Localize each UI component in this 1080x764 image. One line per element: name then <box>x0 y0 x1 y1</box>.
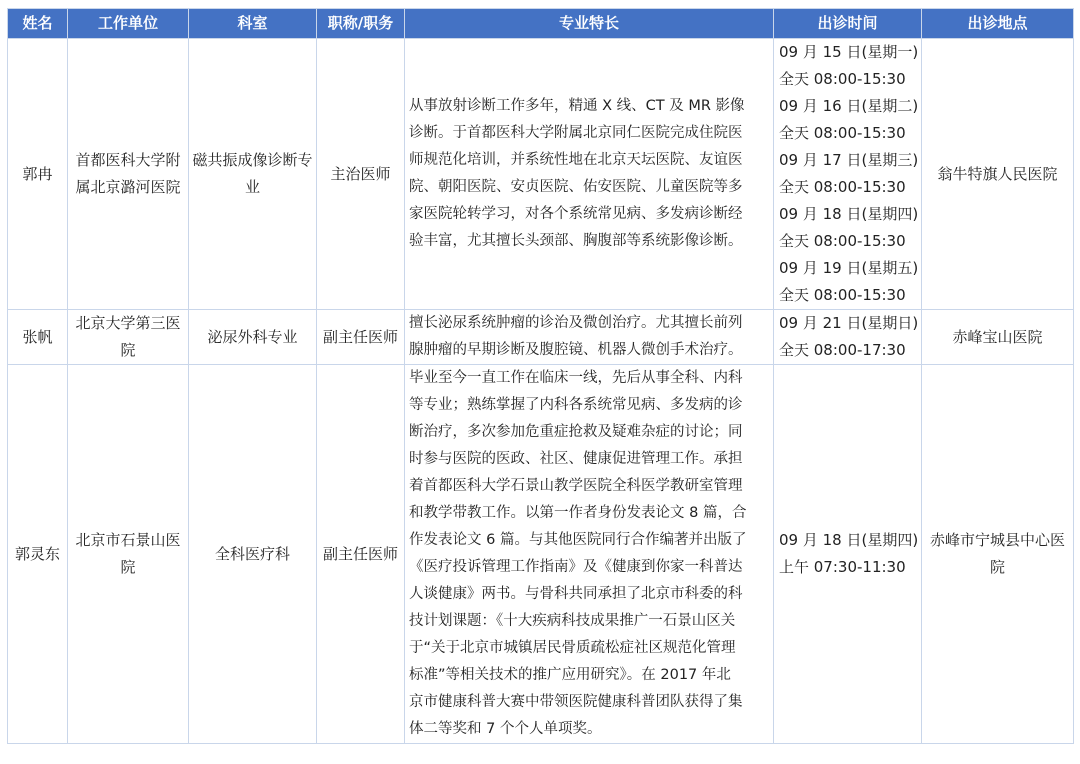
header-place: 出诊地点 <box>922 9 1074 39</box>
header-title: 职称/职务 <box>317 9 405 39</box>
specialty-line: 体二等奖和 7 个个人单项奖。 <box>409 721 602 737</box>
work-unit-cell <box>68 39 189 310</box>
department-line: 磁共振成像诊断专 <box>192 151 313 169</box>
slot-date: 09 月 19 日(星期五) <box>779 259 919 277</box>
header-row <box>8 9 1074 39</box>
specialty-line: 院、朝阳医院、安贞医院、佑安医院、儿童医院等多 <box>409 179 743 195</box>
job-title: 副主任医师 <box>317 365 405 744</box>
specialty-line: 家医院轮转学习，对各个系统常见病、多发病诊断经 <box>409 206 743 222</box>
specialty-cell <box>405 310 774 365</box>
header-unit: 工作单位 <box>68 9 189 39</box>
work-unit-line: 院 <box>120 558 136 576</box>
specialty-line: 验丰富，尤其擅长头颈部、胸腹部等系统影像诊断。 <box>409 233 743 249</box>
specialty-line: 着首都医科大学石景山教学医院全科医学教研室管理 <box>409 478 743 494</box>
work-unit-line: 首都医科大学附 <box>75 151 181 169</box>
department-cell <box>189 39 317 310</box>
clinic-place-line: 赤峰市宁城县中心医 <box>929 531 1065 549</box>
work-unit-cell <box>68 310 189 365</box>
slot-hours: 全天 08:00-15:30 <box>779 70 906 88</box>
specialty-line: 擅长泌尿系统肿瘤的诊治及微创治疗。尤其擅长前列 <box>409 315 743 331</box>
specialty-line: 《医疗投诉管理工作指南》及《健康到你家一科普达 <box>409 559 743 575</box>
work-unit-line: 属北京潞河医院 <box>75 178 181 196</box>
specialty-line: 人谈健康》两书。与骨科共同承担了北京市科委的科 <box>409 586 743 602</box>
slot-hours: 全天 08:00-15:30 <box>779 232 906 250</box>
clinic-place-cell <box>922 39 1074 310</box>
slot-date: 09 月 18 日(星期四) <box>779 531 919 549</box>
slot-date: 09 月 21 日(星期日) <box>779 314 919 332</box>
slot-hours: 上午 07:30-11:30 <box>779 558 906 576</box>
specialty-line: 腺肿瘤的早期诊断及腹腔镜、机器人微创手术治疗。 <box>409 342 743 358</box>
header-dept: 科室 <box>189 9 317 39</box>
work-unit-line: 北京大学第三医 <box>75 314 181 332</box>
department-line: 全科医疗科 <box>214 544 290 563</box>
table-body <box>8 39 1074 744</box>
slot-hours: 全天 08:00-17:30 <box>779 341 906 359</box>
job-title: 主治医师 <box>317 39 405 310</box>
slot-hours: 全天 08:00-15:30 <box>779 178 906 196</box>
specialty-cell <box>405 365 774 744</box>
clinic-place-line: 赤峰宝山医院 <box>952 327 1043 346</box>
clinic-place-cell <box>922 310 1074 365</box>
header-name: 姓名 <box>8 9 68 39</box>
specialty-line: 毕业至今一直工作在临床一线，先后从事全科、内科 <box>409 370 743 386</box>
slot-hours: 全天 08:00-15:30 <box>779 286 906 304</box>
specialty-line: 时参与医院的医政、社区、健康促进管理工作。承担 <box>409 451 743 467</box>
specialty-line: 师规范化培训，并系统性地在北京天坛医院、友谊医 <box>409 152 743 168</box>
specialty-line: 和教学带教工作。以第一作者身份发表论文 8 篇，合 <box>409 505 747 521</box>
specialty-line: 等专业；熟练掌握了内科各系统常见病、多发病的诊 <box>409 397 743 413</box>
doctor-name: 郭灵东 <box>8 365 68 744</box>
slot-date: 09 月 16 日(星期二) <box>779 97 919 115</box>
specialty-cell <box>405 39 774 310</box>
specialty-line: 断治疗，多次参加危重症抢救及疑难杂症的讨论；同 <box>409 424 743 440</box>
department-cell <box>189 310 317 365</box>
table-row <box>8 365 1074 744</box>
doctor-name: 张帆 <box>8 310 68 365</box>
department-line: 泌尿外科专业 <box>207 327 298 346</box>
work-unit-line: 北京市石景山医 <box>75 531 181 549</box>
department-cell <box>189 365 317 744</box>
specialty-line: 京市健康科普大赛中带领医院健康科普团队获得了集 <box>409 694 743 710</box>
slot-hours: 全天 08:00-15:30 <box>779 124 906 142</box>
specialty-line: 从事放射诊断工作多年，精通 X 线、CT 及 MR 影像 <box>409 98 745 114</box>
clinic-place-line: 翁牛特旗人民医院 <box>937 164 1058 183</box>
table-header <box>8 9 1074 39</box>
clinic-time-cell <box>774 39 922 310</box>
header-time: 出诊时间 <box>774 9 922 39</box>
specialty-line: 技计划课题：《十大疾病科技成果推广一石景山区关 <box>409 613 736 629</box>
specialty-line: 于“关于北京市城镇居民骨质疏松症社区规范化管理 <box>409 640 736 656</box>
clinic-time-cell <box>774 310 922 365</box>
clinic-place-cell <box>922 365 1074 744</box>
header-specialty: 专业特长 <box>405 9 774 39</box>
table-row <box>8 39 1074 310</box>
specialty-line: 诊断。于首都医科大学附属北京同仁医院完成住院医 <box>409 125 743 141</box>
slot-date: 09 月 15 日(星期一) <box>779 43 919 61</box>
clinic-place-line: 院 <box>989 558 1005 576</box>
slot-date: 09 月 17 日(星期三) <box>779 151 919 169</box>
job-title: 副主任医师 <box>317 310 405 365</box>
work-unit-cell <box>68 365 189 744</box>
clinic-time-cell <box>774 365 922 744</box>
specialty-line: 作发表论文 6 篇。与其他医院同行合作编著并出版了 <box>409 532 747 548</box>
work-unit-line: 院 <box>120 341 136 359</box>
table-row <box>8 310 1074 365</box>
department-line: 业 <box>244 178 260 196</box>
clinic-schedule-table <box>7 8 1074 744</box>
slot-date: 09 月 18 日(星期四) <box>779 205 919 223</box>
specialty-line: 标准”等相关技术的推广应用研究》。在 2017 年北 <box>409 667 731 683</box>
doctor-name: 郭冉 <box>8 39 68 310</box>
